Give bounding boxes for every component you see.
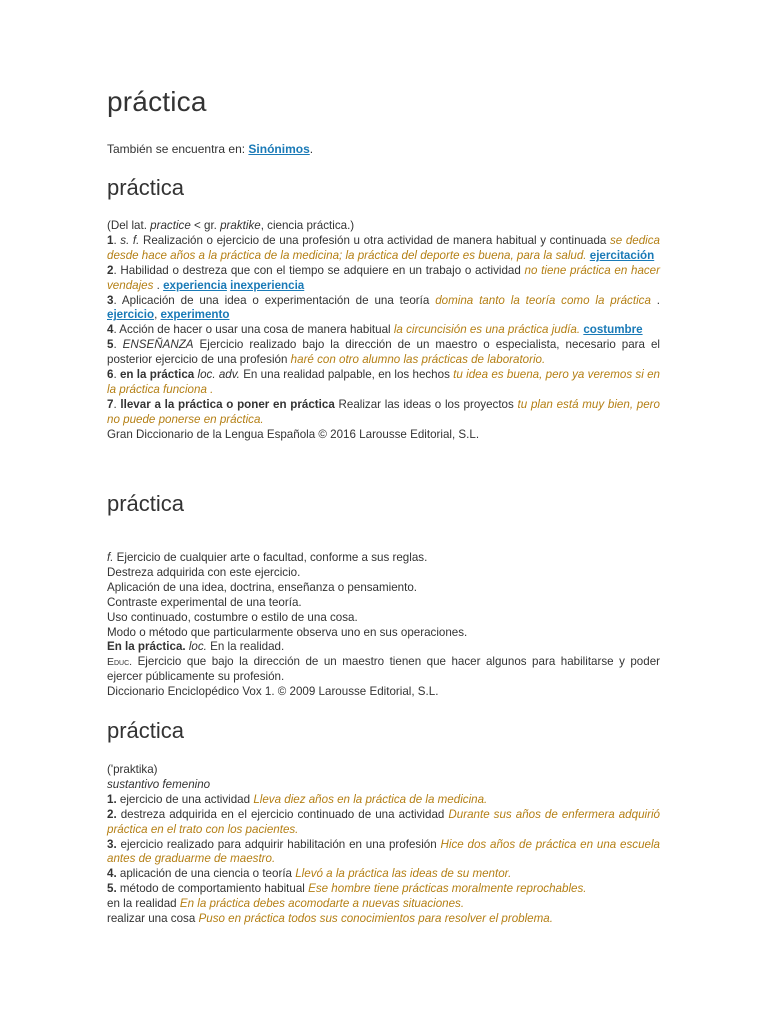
grammar-label: loc.	[185, 640, 207, 654]
sense-example: Hice dos años de práctica en una escuela antes de graduarme de maestro.	[107, 837, 660, 866]
sense-example: Durante sus años de enfermera adquirió práctica en el trato con los pacientes.	[107, 807, 660, 836]
phrase: llevar a la práctica o poner en práctica	[120, 397, 335, 411]
vox-line: Destreza adquirida con este ejercicio.	[107, 565, 301, 579]
link-costumbre[interactable]: costumbre	[583, 323, 643, 337]
etymology-text: , ciencia práctica.)	[260, 219, 355, 232]
phrase: en la práctica	[119, 368, 195, 382]
sense-example: la circuncisión es una práctica judía.	[393, 323, 581, 337]
sense-3: 3. Aplicación de una idea o experimentación de una teoría domina tanto la teoría como la práctica . ejercicio, experimento	[107, 293, 660, 322]
grammar-label: f.	[107, 551, 114, 564]
etymology-text: < gr.	[190, 219, 221, 232]
section-vox	[107, 551, 660, 700]
sense-text: Ejercicio de cualquier arte o facultad, conforme a sus reglas.	[113, 551, 428, 564]
sense-text: En una realidad palpable, en los hechos	[239, 368, 454, 382]
separator: .	[650, 293, 660, 307]
section-larousse	[107, 219, 660, 443]
sense-example: haré con otro alumno las prácticas de laboratorio.	[290, 353, 546, 367]
sense-number: 7	[107, 397, 114, 411]
sense-number: 2	[107, 263, 114, 277]
sense-text: . Acción de hacer o usar una cosa de manera habitual	[113, 323, 394, 337]
page-title: práctica	[107, 86, 207, 117]
also-found-suffix: .	[309, 142, 314, 156]
sense	[107, 867, 660, 882]
pronunciation: ('praktika)	[107, 763, 158, 776]
section-heading-1: práctica	[107, 175, 185, 200]
sense-example: En la práctica debes acomodarte a nuevas situaciones.	[179, 897, 465, 911]
vox-line: Aplicación de una idea, doctrina, enseñanza o pensamiento.	[107, 580, 418, 594]
sense-4	[107, 323, 660, 338]
also-found-line	[107, 142, 313, 156]
link-ejercicio[interactable]: ejercicio	[107, 308, 155, 322]
section-heading-3: práctica	[107, 718, 185, 743]
link-experimento[interactable]: experimento	[160, 308, 230, 322]
domain-label: Educ.	[107, 656, 133, 669]
source-credit: Diccionario Enciclopédico Vox 1. © 2009 Larousse Editorial, S.L.	[107, 685, 439, 699]
sense-text: destreza adquirida en el ejercicio continuado de una actividad	[116, 807, 449, 821]
sense-text: método de comportamiento habitual	[116, 882, 309, 896]
sense-text: Ejercicio realizado bajo la dirección de un maestro o especialista, necesario para el posterior ejercicio de una profesión	[107, 338, 660, 367]
sense-text: Realización o ejercicio de una profesión u otra actividad de manera habitual y continuada	[139, 233, 610, 247]
sense-example: no tiene práctica en hacer vendajes	[107, 263, 660, 292]
sense-example: domina tanto la teoría como la práctica	[435, 293, 651, 307]
sense-number: 5	[107, 338, 114, 352]
sense-example: Ese hombre tiene prácticas moralmente reprochables.	[308, 882, 587, 896]
sense-5: 5. ENSEÑANZA Ejercicio realizado bajo la dirección de un maestro o especialista, necesario para el posterior ejercicio de una profesión haré con otro alumno las prácticas de laboratorio.	[107, 338, 660, 367]
sense-number: 1	[107, 233, 114, 247]
vox-line	[107, 640, 660, 655]
sense-text: realizar una cosa	[107, 912, 199, 926]
sense-number: 3	[107, 293, 114, 307]
sense-number: 6	[107, 368, 114, 382]
separator: .	[153, 278, 164, 292]
etymology-text: (Del lat.	[107, 219, 151, 232]
sense-text: Ejercicio que bajo la dirección de un maestro tienen que hacer algunos para habilitarse y poder ejercer públicamente su profesión.	[107, 655, 660, 684]
sense	[107, 882, 660, 897]
sense-text: ejercicio de una actividad	[116, 792, 254, 806]
source-credit: Gran Diccionario de la Lengua Española © 2016 Larousse Editorial, S.L.	[107, 427, 480, 441]
vox-line	[107, 551, 660, 566]
also-found-prefix: También se encuentra en:	[107, 142, 249, 156]
sense-1: 1. s. f. Realización o ejercicio de una profesión u otra actividad de manera habitual y continuada se dedica desde hace años a la práctica de la medicina; la práctica del deporte es buena, para la salud. ejercitación	[107, 233, 660, 262]
grammar-label: loc. adv.	[197, 368, 240, 382]
link-experiencia[interactable]: experiencia	[163, 278, 227, 292]
sense-2	[107, 264, 660, 294]
etymology-latin: practice	[150, 219, 191, 232]
part-of-speech: sustantivo femenino	[107, 777, 211, 791]
vox-line: Uso continuado, costumbre o estilo de una cosa.	[107, 610, 358, 624]
sense-number: 5.	[107, 882, 117, 896]
phrase: En la práctica.	[107, 640, 186, 654]
sense-example: tu plan está muy bien, pero no puede ponerse en práctica.	[107, 397, 660, 426]
sense-text: aplicación de una ciencia o teoría	[116, 867, 296, 881]
sense	[107, 793, 660, 808]
sense-number: 4.	[107, 867, 117, 881]
sense-6: 6. en la práctica loc. adv. En una realidad palpable, en los hechos tu idea es buena, pero ya veremos si en la práctica funciona .	[107, 368, 660, 396]
link-ejercitacion[interactable]: ejercitación	[589, 248, 655, 262]
sense	[107, 897, 660, 912]
sense-text: En la realidad.	[206, 640, 285, 654]
sinonimos-link[interactable]: Sinónimos	[248, 142, 310, 156]
sense-text: Realizar las ideas o los proyectos	[334, 397, 518, 411]
sense	[107, 808, 660, 838]
grammar-label: s. f.	[120, 233, 140, 247]
sense-example: Llevó a la práctica las ideas de su mentor.	[295, 867, 512, 881]
vox-line	[107, 655, 660, 685]
vox-line: Contraste experimental de una teoría.	[107, 595, 302, 609]
sense-number: 3.	[107, 837, 117, 851]
sense-example: Puso en práctica todos sus conocimientos para resolver el problema.	[198, 912, 553, 926]
section-third	[107, 763, 660, 927]
sense-example: se dedica desde hace años a la práctica de la medicina; la práctica del deporte es buena, para la salud.	[107, 233, 660, 262]
sense-example: tu idea es buena, pero ya veremos si en la práctica funciona .	[107, 368, 660, 396]
sense-number: 1.	[107, 792, 117, 806]
etymology-greek: praktike	[220, 219, 261, 232]
sense	[107, 838, 660, 868]
sense-number: 4	[107, 323, 114, 337]
sense-text: en la realidad	[107, 897, 180, 911]
sense-example: Lleva diez años en la práctica de la medicina.	[253, 792, 488, 806]
sense-text: . Aplicación de una idea o experimentación de una teoría	[113, 293, 436, 307]
sense-7: 7. llevar a la práctica o poner en práctica Realizar las ideas o los proyectos tu plan está muy bien, pero no puede ponerse en práctica.	[107, 397, 660, 426]
section-heading-2: práctica	[107, 491, 185, 516]
etymology	[107, 219, 660, 234]
sense-number: 2.	[107, 807, 117, 821]
sense	[107, 912, 660, 927]
vox-line: Modo o método que particularmente observa uno en sus operaciones.	[107, 625, 468, 639]
sense-text: ejercicio realizado para adquirir habilitación en una profesión	[116, 837, 441, 851]
domain-label: ENSEÑANZA	[122, 338, 194, 352]
sense-text: . Habilidad o destreza que con el tiempo se adquiere en un trabajo o actividad	[113, 263, 525, 277]
link-inexperiencia[interactable]: inexperiencia	[230, 278, 305, 292]
